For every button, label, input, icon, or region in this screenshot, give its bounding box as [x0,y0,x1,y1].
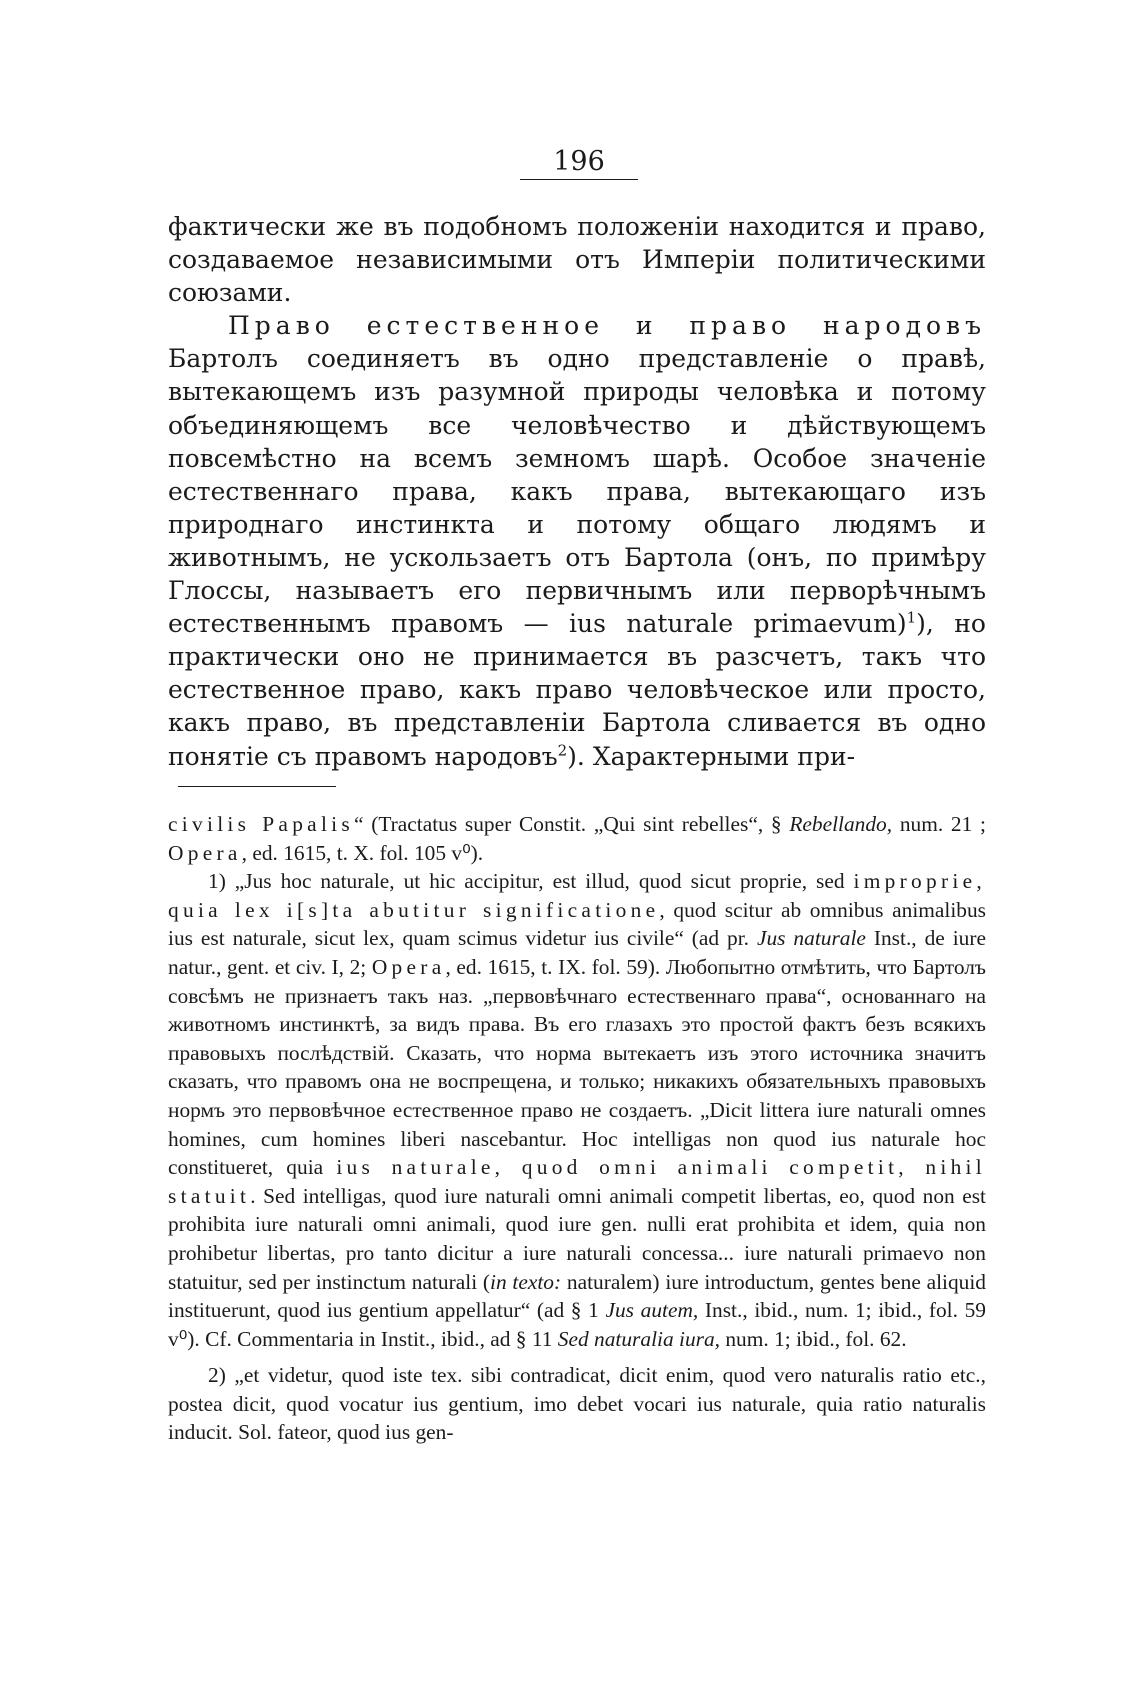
footnote-ref-2: 2 [557,741,568,760]
fn1-text: Inst., ibid., num. 1; ibid., fol. 59 v⁰). Cf. Commentaria in Instit., ibid., ad § 11 [168,1298,986,1351]
paragraph-1: фактически же въ подобномъ положенiи находится и право, создаваемое независимыми отъ Имперiи политическими союзами. [168,212,986,308]
paragraph-2 [168,309,986,772]
footnote-2 [168,1361,986,1447]
paragraph-2-text-a: Бартолъ соединяетъ въ одно представленiе о правѣ, вытекающемъ изъ разумной природы человѣка и потому объединяющемъ все человѣчество и дѣйствующемъ повсемѣстно на всемъ земномъ шарѣ. Особое значенiе естественнаго права, какъ права, вытекающаго изъ природнаго инстинкта и потому общаго людямъ и животнымъ, не ускользаетъ отъ Бартола (онъ, по примѣру Глоссы, называетъ его первичнымъ или перворѣчнымъ естественнымъ правомъ — ius naturale primaevum) [168,344,986,639]
fn1-text: Inst., de iure natur., gent. et civ. I, 2; [168,926,986,979]
fn1-text: naturalem) iure introductum, gentes bene aliquid instituerunt, quod ius gentium appellatur“ (ad § 1 [168,1269,986,1323]
fn1-text: 1) „Jus hoc naturale, ut hic accipitur, est illud, quod sicut proprie, sed [208,869,854,894]
main-text [168,210,986,773]
fn1-text: . Sed intelligas, quod iure naturali omni animali competit libertas, eo, quod non est prohibita iure naturali omni animali, quod iure gen. nulli erat prohibita et idem, quia non prohibetur libertas, pro tanto dicitur a iure naturali concessa... iure naturali primaevo non statuitur, sed per instinctum naturali ( [168,1183,986,1294]
footnote-1 [168,867,986,1353]
fn1-italic: Sed naturalia iura, [557,1326,721,1351]
footnote-ref-1: 1 [906,608,917,627]
footnote-separator [178,786,336,787]
footnote-continuation [168,810,986,867]
paragraph-2-text-c: ). Характерными при- [567,741,856,771]
fn1-text: , quod scitur ab omnibus animalibus ius est naturale, sicut lex, quam scimus videtur ius civile“ (ad pr. [168,897,986,951]
fn1-spaced: improprie, quia lex i[s]ta abutitur significatione [168,869,986,922]
fn-cont-text: num. 21 ; [892,812,986,836]
fn1-text: , ed. 1615, t. IX. fol. 59). Любопытно отмѣтить, что Бартолъ совсѣмъ не признаетъ такъ наз. „первовѣчнаго естественнаго права“, основаннаго на животномъ инстинктѣ, за видъ права. Въ его глазахъ это простой фактъ безъ всякихъ правовыхъ послѣдствiй. Сказать, что норма вытекаетъ изъ этого источника значитъ сказать, что правомъ она не воспрещена, и только; никакихъ обязательныхъ правовыхъ нормъ это первовѣчное естественное право не создаетъ. „Dicit littera iure naturali omnes homines, cum homines liberi nascebantur. Hoc intelligas non quod ius naturale hoc constitueret, quia [168,954,986,1180]
fn1-italic: Jus autem, [605,1298,699,1323]
fn1-text: num. 1; ibid., fol. 62. [720,1326,907,1351]
page-number: 196 [520,145,638,180]
fn1-spaced: Opera [371,954,446,979]
fn-cont-text: , ed. 1615, t. X. fol. 105 v⁰). [241,840,484,865]
fn-cont-spaced: civilis Papalis [168,812,355,836]
emphasized-phrase: Право естественное и право народовъ [228,311,986,341]
fn1-italic: in texto: [490,1269,562,1294]
fn-cont-text: “ (Tractatus super Constit. „Qui sint rebelles“, § [354,812,790,836]
fn-cont-italic: Rebellando, [789,812,893,836]
fn-cont-spaced: Opera [168,840,242,865]
fn1-italic: Jus naturale [756,926,866,951]
fn1-spaced: ius naturale, quod omni animali competit, nihil statuit [168,1155,986,1208]
paragraph-2-text-b: ), но практически оно не принимается въ разсчетъ, такъ что естественное право, какъ право человѣческое или просто, какъ право, въ представленiи Бартола сливается въ одно понятiе съ правомъ народовъ [168,609,986,771]
footnotes [168,810,986,1447]
fn2-text: 2) „et videtur, quod iste tex. sibi contradicat, dicit enim, quod vero naturalis ratio etc., postea dicit, quod vocatur ius gentium, imo debet vocari ius naturale, quia ratio naturalis inducit. Sol. fateor, quod ius gen- [168,1363,986,1445]
